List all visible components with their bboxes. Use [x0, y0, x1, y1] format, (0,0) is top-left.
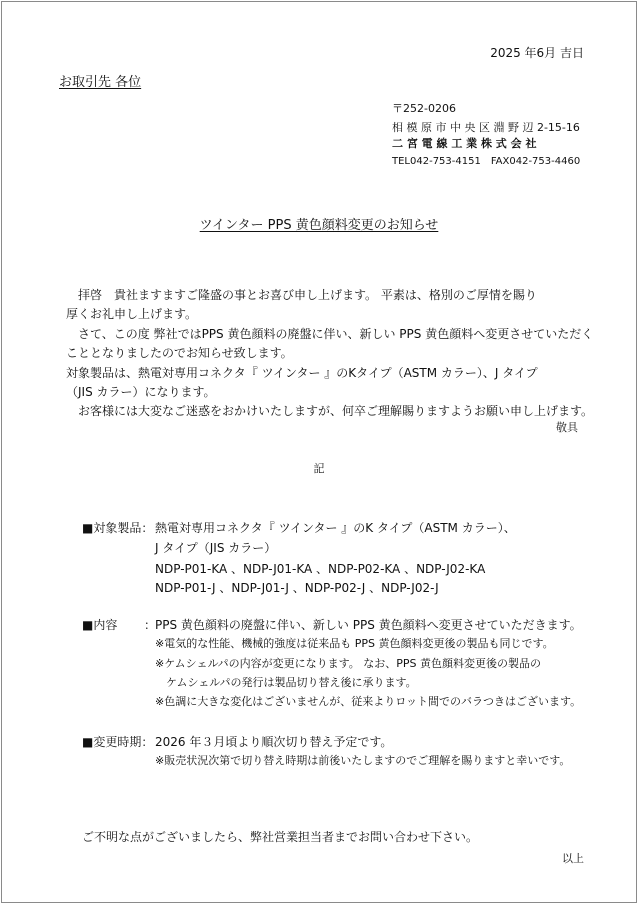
closing-ijou: 以上 — [562, 852, 584, 865]
body-line-2: 厚くお礼申し上げます。 — [66, 307, 198, 321]
content-line-3: ※ケムシェルパの内容が変更になります。 なお、PPS 黄色顔料変更後の製品の — [155, 657, 542, 670]
products-line-1: 熱電対専用コネクタ『 ツインター 』のK タイプ（ASTM カラー）、 — [155, 521, 516, 535]
body-line-6: （JIS カラー）になります。 — [66, 385, 216, 399]
sender-phone-fax: TEL042-753-4151 FAX042-753-4460 — [392, 156, 581, 167]
sender-postal: 〒252-0206 — [392, 102, 456, 115]
products-line-4: NDP-P01-J 、NDP-J01-J 、NDP-P02-J 、NDP-J02-J — [155, 581, 439, 595]
content-line-5: ※色調に大きな変化はございませんが、従来よりロット間でのバラつきはございます。 — [155, 695, 582, 708]
page-title: ツインター PPS 黄色顔料変更のお知らせ — [199, 218, 439, 233]
products-list — [155, 519, 595, 599]
body-line-4: こととなりましたのでお知らせ致します。 — [66, 346, 293, 360]
ki-heading: 記 — [313, 462, 325, 475]
document-date: 2025 年6月 吉日 — [490, 46, 584, 60]
addressee: お取引先 各位 — [59, 75, 142, 90]
body-line-1: 拝啓 貴社ますますご隆盛の事とお喜び申し上げます。 平素は、格別のご厚情を賜り — [66, 288, 537, 302]
document-page — [1, 1, 637, 903]
closing-keigu: 敬具 — [556, 421, 578, 434]
schedule-line-1: 2026 年３月頃より順次切り替え予定です。 — [155, 735, 393, 749]
schedule-label: ■変更時期： — [82, 735, 154, 749]
products-line-3: NDP-P01-KA 、NDP-J01-KA 、NDP-P02-KA 、NDP-J02-KA — [155, 562, 486, 576]
schedule-line-2: ※販売状況次第で切り替え時期は前後いたしますのでご理解を賜りますと幸いです。 — [155, 754, 571, 767]
content-label: ■内容 — [82, 618, 118, 632]
content-list — [155, 616, 595, 716]
content-line-4: ケムシェルパの発行は製品切り替え後に承ります。 — [155, 676, 417, 689]
inquiry-note: ご不明な点がございましたら、弊社営業担当者までお問い合わせ下さい。 — [82, 830, 479, 844]
products-label: ■対象製品： — [82, 521, 154, 535]
content-colon: ： — [144, 618, 157, 632]
sender-address: 相 模 原 市 中 央 区 淵 野 辺 2-15-16 — [392, 121, 580, 134]
body-text — [66, 286, 596, 436]
body-line-5: 対象製品は、熱電対専用コネクタ『 ツインター 』のKタイプ（ASTM カラー）、J タイプ — [66, 366, 538, 380]
sender-company: 二 宮 電 線 工 業 株 式 会 社 — [392, 137, 537, 150]
schedule-list — [155, 733, 595, 773]
body-line-7: お客様には大変なご迷惑をおかけいたしますが、何卒ご理解賜りますようお願い申し上げます。 — [66, 404, 594, 418]
body-line-3: さて、この度 弊社ではPPS 黄色顔料の廃盤に伴い、新しい PPS 黄色顔料へ変更させていただく — [66, 327, 594, 341]
content-line-1: PPS 黄色顔料の廃盤に伴い、新しい PPS 黄色顔料へ変更させていただきます。 — [155, 618, 582, 632]
products-line-2: J タイプ（JIS カラー） — [155, 541, 277, 555]
content-line-2: ※電気的な性能、機械的強度は従来品も PPS 黄色顔料変更後の製品も同じです。 — [155, 637, 554, 650]
